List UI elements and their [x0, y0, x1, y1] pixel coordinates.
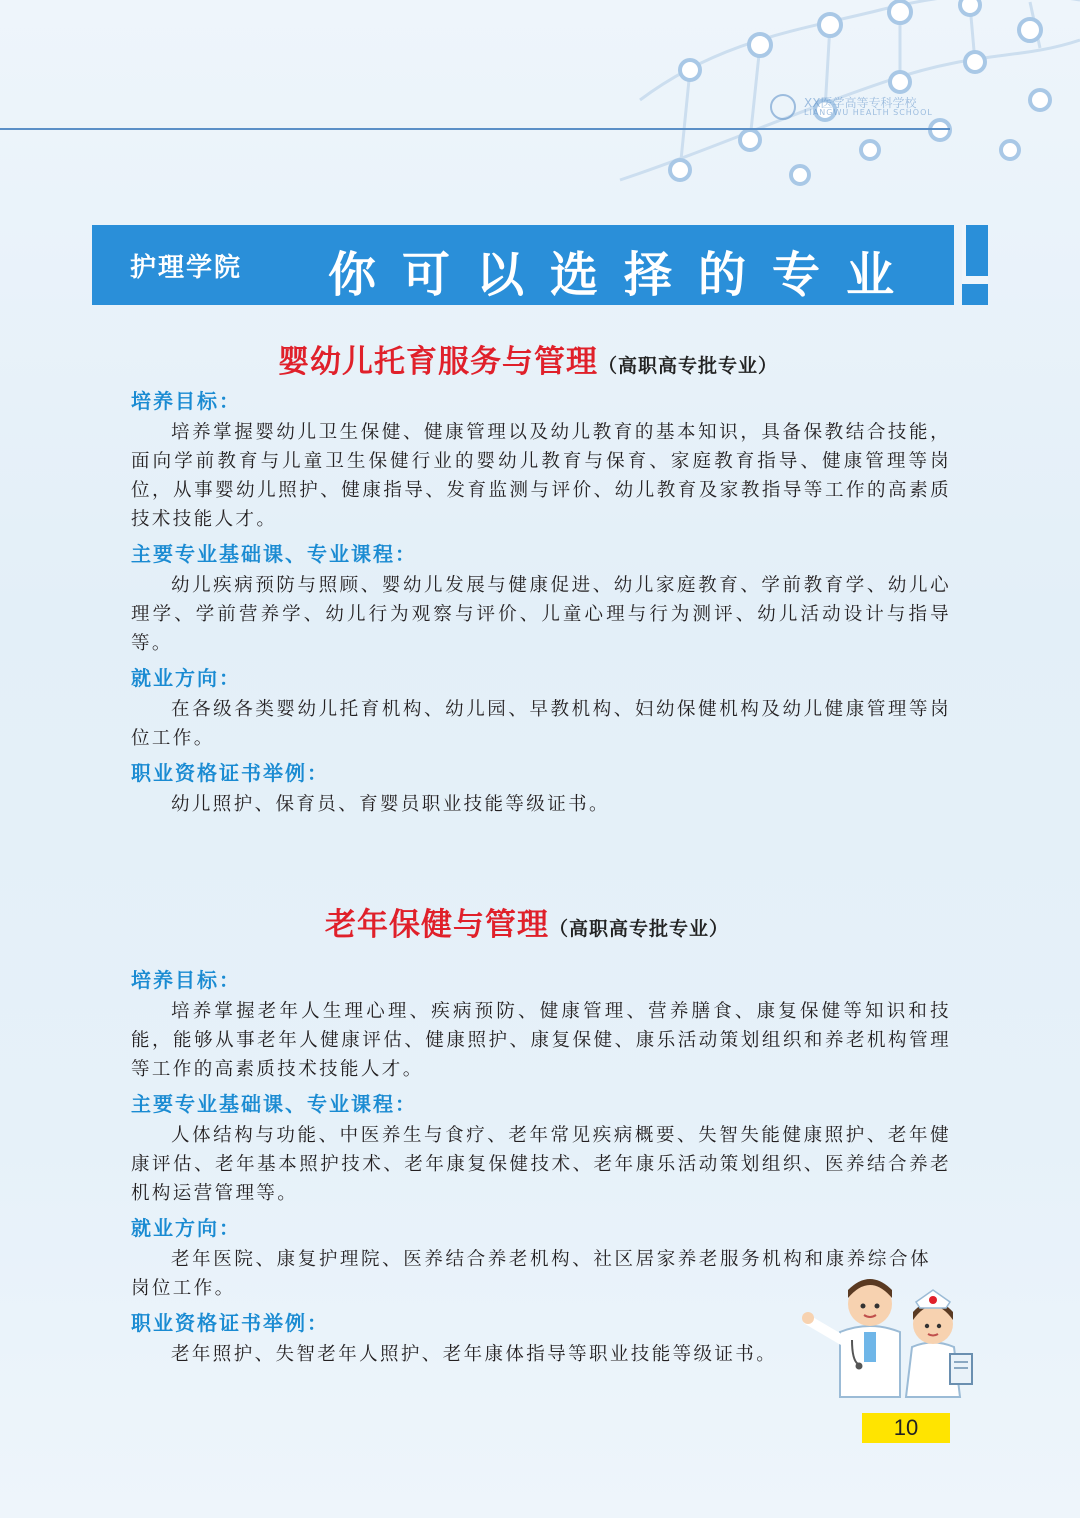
major-name: 老年保健与管理 — [325, 907, 549, 943]
banner-side-gap — [962, 276, 988, 284]
jobs-label: 就业方向： — [131, 666, 241, 690]
jobs-text: 在各级各类婴幼儿托育机构、幼儿园、早教机构、妇幼保健机构及幼儿健康管理等岗位工作。 — [131, 699, 951, 749]
courses-label: 主要专业基础课、专业课程： — [131, 1092, 417, 1116]
doctor-nurse-illustration — [800, 1262, 980, 1402]
banner-side-gap-left — [962, 225, 966, 276]
courses-label: 主要专业基础课、专业课程： — [131, 542, 417, 566]
major-heading — [278, 336, 778, 381]
logo-emblem-icon — [770, 94, 796, 120]
certs-text: 幼儿照护、保育员、育婴员职业技能等级证书。 — [171, 794, 610, 815]
jobs-label: 就业方向： — [131, 1216, 241, 1240]
certs-text: 老年照护、失智老年人照护、老年康体指导等职业技能等级证书。 — [171, 1344, 778, 1365]
school-name-en: LIANGWU HEALTH SCHOOL — [804, 108, 933, 117]
major-name: 婴幼儿托育服务与管理 — [278, 344, 598, 380]
major-tag: （高职高专批专业） — [598, 355, 779, 377]
major-tag: （高职高专批专业） — [549, 918, 730, 940]
goal-text: 培养掌握婴幼儿卫生保健、健康管理以及幼儿教育的基本知识，具备保教结合技能，面向学前教育与儿童卫生保健行业的婴幼儿教育与保育、家庭教育指导、健康管理等岗位，从事婴幼儿照护、健康指导、发育监测与评价、幼儿教育及家教指导等工作的高素质技术技能人才。 — [131, 422, 951, 530]
goal-label: 培养目标： — [131, 968, 241, 992]
jobs-text: 老年医院、康复护理院、医养结合养老机构、社区居家养老服务机构和康养综合体岗位工作。 — [131, 1249, 931, 1299]
goal-text: 培养掌握老年人生理心理、疾病预防、健康管理、营养膳食、康复保健等知识和技能，能够从事老年人健康评估、健康照护、康复保健、康乐活动策划组织和养老机构管理等工作的高素质技术技能人才。 — [131, 1001, 951, 1080]
college-name: 护理学院 — [130, 253, 243, 283]
certs-label: 职业资格证书举例： — [131, 1311, 329, 1335]
school-name: XX医学高等专科学校 — [804, 96, 917, 110]
header-divider — [0, 128, 950, 130]
goal-label: 培养目标： — [131, 389, 241, 413]
page-title: 你可以选择的专业 — [328, 247, 921, 303]
school-logo — [770, 92, 970, 122]
certs-label: 职业资格证书举例： — [131, 761, 329, 785]
courses-text: 人体结构与功能、中医养生与食疗、老年常见疾病概要、失智失能健康照护、老年健康评估、老年基本照护技术、老年康复保健技术、老年康乐活动策划组织、医养结合养老机构运营管理等。 — [131, 1125, 951, 1204]
major-heading — [325, 899, 729, 944]
courses-text: 幼儿疾病预防与照顾、婴幼儿发展与健康促进、幼儿家庭教育、学前教育学、幼儿心理学、学前营养学、幼儿行为观察与评价、儿童心理与行为测评、幼儿活动设计与指导等。 — [131, 575, 951, 654]
page-number: 10 — [862, 1413, 950, 1443]
